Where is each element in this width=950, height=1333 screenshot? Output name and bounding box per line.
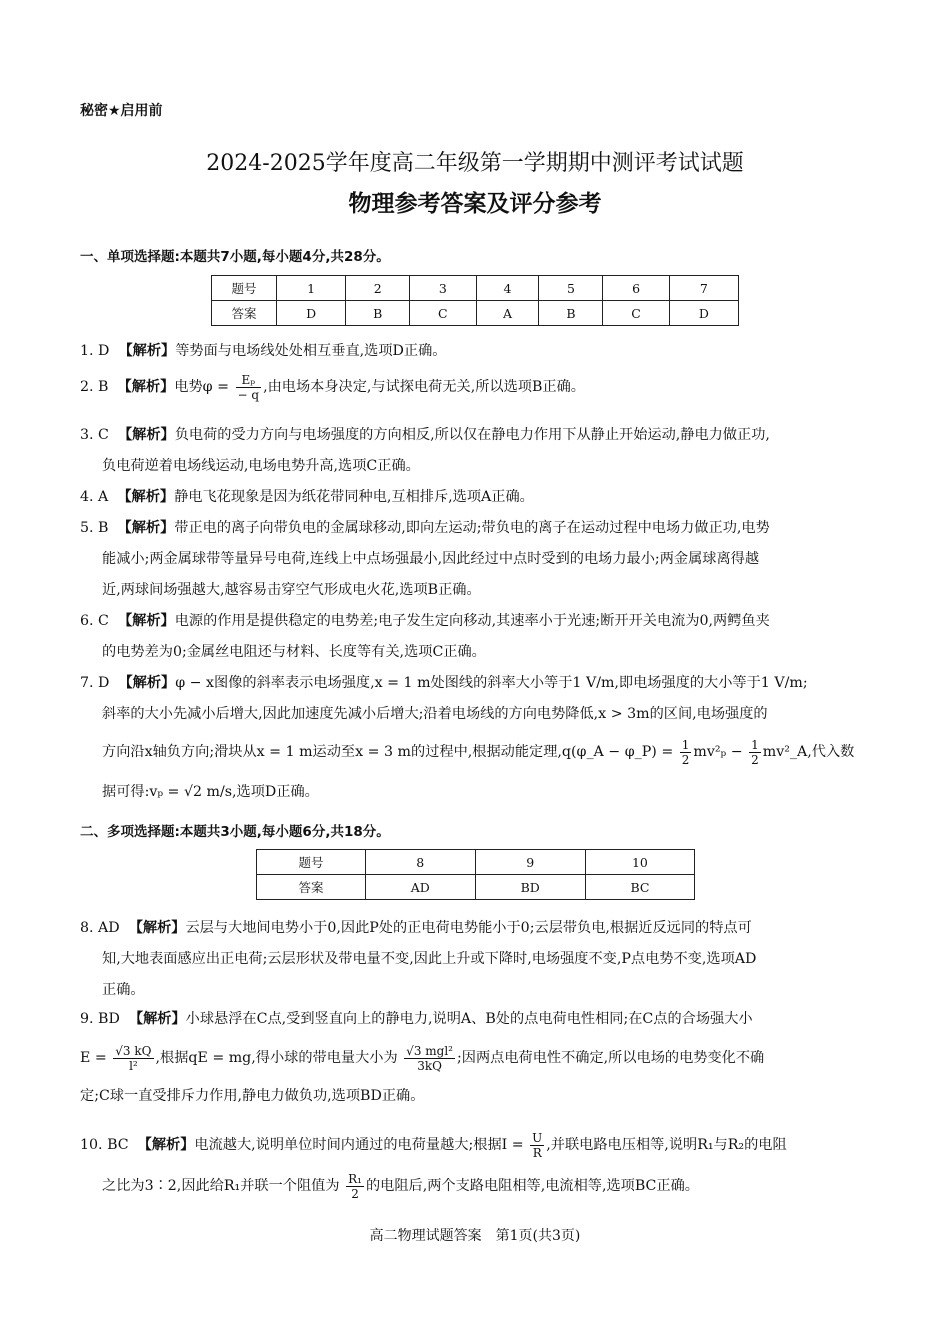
table-label: 题号 bbox=[257, 850, 366, 875]
section1-answer-table bbox=[211, 275, 739, 326]
q2-explanation: 2. B 【解析】电势φ = $\frac{\text{Eₚ}}{- q}$ ,由电场本身决定,与试探电荷无关,所以选项B正确。 bbox=[80, 372, 585, 402]
q6-explanation: 6. C 【解析】电源的作用是提供稳定的电势差;电子发生定向移动,其速率小于光速;断开开关电流为0,两鳄鱼夹 的电势差为0;金属丝电阻还与材料、长度等有关,选项C正确。 bbox=[80, 613, 770, 660]
q5-explanation: 5. B 【解析】带正电的离子向带负电的金属球移动,即向左运动;带负电的离子在运动过程中电场力做正功,电势 能减小;两金属球带等量异号电荷,连线上中点场强最小,因此经过中点时受到的电场力最小;两金属球离得越 近,两球间场强越大,越容易击穿空气形成电火花,选项B正确。 bbox=[80, 520, 770, 598]
table-cell: 2 bbox=[346, 276, 410, 301]
fraction: $\frac{1}{2}$ bbox=[751, 737, 759, 767]
section2-answer-table bbox=[256, 849, 695, 900]
q4-explanation: 4. A 【解析】静电飞花现象是因为纸花带同种电,互相排斥,选项A正确。 bbox=[80, 489, 534, 505]
table-cell: BD bbox=[475, 875, 585, 900]
q9-explanation: 9. BD 【解析】小球悬浮在C点,受到竖直向上的静电力,说明A、B处的点电荷电性相同;在C点的合场强大小 E = $\frac{√3 kQ}{\text{l²}}$ ,根据qE = mg,得小球的带电量大小为 $\frac{\text{√3 mgl²}}{3kQ}$ ;因两点电荷电性不确定,所以电场的电势变化不确 定;C球一直受排斥力作用,静电力做负功,选项BD正确。 bbox=[80, 1011, 765, 1104]
table-label: 题号 bbox=[212, 276, 277, 301]
q1-explanation: 1. D 【解析】等势面与电场线处处相互垂直,选项D正确。 bbox=[80, 343, 447, 359]
section2-heading: 二、多项选择题:本题共3小题,每小题6分,共18分。 bbox=[80, 824, 390, 840]
page-footer: 高二物理试题答案 第1页(共3页) bbox=[369, 1228, 581, 1244]
fraction: $\frac{U}{R}$ bbox=[532, 1130, 543, 1160]
table-cell: C bbox=[410, 301, 476, 326]
table-row bbox=[257, 875, 695, 900]
section1-heading: 一、单项选择题:本题共7小题,每小题4分,共28分。 bbox=[80, 249, 390, 265]
table-cell: 3 bbox=[410, 276, 476, 301]
exam-subtitle: 物理参考答案及评分参考 bbox=[348, 191, 602, 217]
table-cell: D bbox=[277, 301, 346, 326]
q10-explanation: 10. BC 【解析】电流越大,说明单位时间内通过的电荷量越大;根据I = $\frac{U}{R}$ ,并联电路电压相等,说明R₁与R₂的电阻 之比为3∶2,因此给R₁并联一个阻值为 $\frac{\text{R₁}}{2}$ 的电阻后,两个支路电阻相等,电流相等,选项BC正确。 bbox=[80, 1130, 787, 1201]
table-cell: 5 bbox=[539, 276, 603, 301]
table-cell: 10 bbox=[585, 850, 694, 875]
table-cell: 8 bbox=[366, 850, 476, 875]
table-cell: 4 bbox=[476, 276, 539, 301]
table-cell: 1 bbox=[277, 276, 346, 301]
table-row bbox=[212, 301, 739, 326]
table-cell: D bbox=[669, 301, 738, 326]
fraction: $\frac{\text{R₁}}{2}$ bbox=[348, 1171, 362, 1201]
fraction: $\frac{√3 kQ}{\text{l²}}$ bbox=[115, 1043, 152, 1073]
table-cell: AD bbox=[366, 875, 476, 900]
q3-explanation: 3. C 【解析】负电荷的受力方向与电场强度的方向相反,所以仅在静电力作用下从静止开始运动,静电力做正功, 负电荷逆着电场线运动,电场电势升高,选项C正确。 bbox=[80, 427, 770, 474]
table-row bbox=[212, 276, 739, 301]
fraction: $\frac{\text{Eₚ}}{- q}$ bbox=[237, 372, 260, 402]
table-cell: BC bbox=[585, 875, 694, 900]
table-cell: A bbox=[476, 301, 539, 326]
table-cell: 9 bbox=[475, 850, 585, 875]
table-label: 答案 bbox=[257, 875, 366, 900]
table-row bbox=[257, 850, 695, 875]
table-cell: C bbox=[603, 301, 669, 326]
fraction: $\frac{1}{2}$ bbox=[681, 737, 690, 767]
table-cell: 7 bbox=[669, 276, 738, 301]
table-cell: 6 bbox=[603, 276, 669, 301]
exam-title: 2024-2025学年度高二年级第一学期期中测评考试试题 bbox=[206, 151, 744, 176]
table-label: 答案 bbox=[212, 301, 277, 326]
q8-explanation: 8. AD 【解析】云层与大地间电势小于0,因此P处的正电荷电势能小于0;云层带负电,根据近反远同的特点可 知,大地表面感应出正电荷;云层形状及带电量不变,因此上升或下降时,电场强度不变,P点电势不变,选项AD 正确。 bbox=[80, 920, 757, 998]
q7-explanation: 7. D 【解析】φ − x图像的斜率表示电场强度,x = 1 m处图线的斜率大小等于1 V/m,即电场强度的大小等于1 V/m; 斜率的大小先减小后增大,因此加速度先减小后增大;沿着电场线的方向电势降低,x > 3m的区间,电场强度的 方向沿x轴负方向;滑块从x = 1 m运动至x = 3 m的过程中,根据动能定理,q(φ_A − φ_P) = $\frac{1}{2}$ mv²ₚ − $\frac{1}{2}$ mv²_A,代入数 据可得:vₚ = √2 m/s,选项D正确。 bbox=[80, 675, 855, 800]
table-cell: B bbox=[346, 301, 410, 326]
table-cell: B bbox=[539, 301, 603, 326]
secret-label: 秘密★启用前 bbox=[80, 103, 163, 119]
fraction: $\frac{\text{√3 mgl²}}{3kQ}$ bbox=[406, 1043, 453, 1073]
